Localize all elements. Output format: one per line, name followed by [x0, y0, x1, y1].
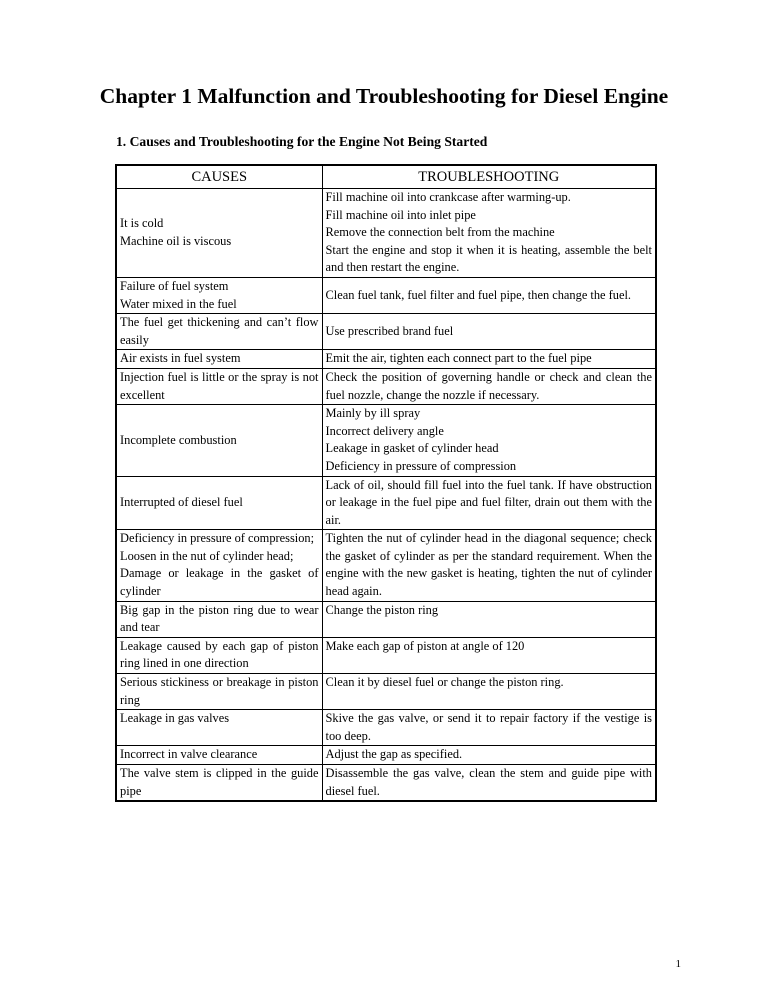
- section-heading: 1. Causes and Troubleshooting for the Engine Not Being Started: [116, 134, 488, 149]
- table-row: [116, 405, 656, 476]
- cause-line: Leakage in gas valves: [120, 711, 230, 726]
- table-row: [116, 277, 656, 313]
- table-row: [116, 710, 656, 746]
- table-row: [116, 189, 656, 278]
- table-row: [116, 674, 656, 710]
- cause-cell: [116, 189, 322, 278]
- cause-line: Serious stickiness or breakage in piston ring: [120, 675, 319, 707]
- cause-line: Air exists in fuel system: [120, 351, 241, 366]
- troubleshooting-line: Leakage in gasket of cylinder head: [325, 441, 499, 456]
- troubleshooting-line: Skive the gas valve, or send it to repair factory if the vestige is too deep.: [325, 711, 652, 743]
- troubleshooting-cell: [322, 765, 656, 802]
- table-row: [116, 601, 656, 637]
- table-row: [116, 476, 656, 530]
- cause-cell: [116, 710, 322, 746]
- cause-cell: [116, 405, 322, 476]
- troubleshooting-line: Incorrect delivery angle: [325, 423, 444, 438]
- cause-line: Damage or leakage in the gasket of cylinder: [120, 566, 319, 599]
- troubleshooting-line: Disassemble the gas valve, clean the stem and guide pipe with diesel fuel.: [325, 766, 652, 798]
- troubleshooting-line: Use prescribed brand fuel: [325, 323, 454, 338]
- cause-cell: [116, 314, 322, 350]
- cause-line: Injection fuel is little or the spray is not excellent: [120, 369, 319, 402]
- cause-cell: [116, 530, 322, 601]
- cause-line: Incorrect in valve clearance: [120, 747, 258, 762]
- troubleshooting-cell: [322, 277, 656, 313]
- troubleshooting-line: Fill machine oil into crankcase after warming-up.: [325, 190, 571, 204]
- cause-cell: [116, 746, 322, 765]
- troubleshooting-line: Make each gap of piston at angle of 120: [325, 638, 525, 653]
- page-title: Chapter 1 Malfunction and Troubleshooting for Diesel Engine: [99, 84, 669, 108]
- cause-line: The valve stem is clipped in the guide pipe: [120, 766, 319, 798]
- troubleshooting-line: Check the position of governing handle or check and clean the fuel nozzle, change the nozzle if necessary.: [325, 369, 652, 402]
- troubleshooting-header: TROUBLESHOOTING: [322, 165, 656, 189]
- troubleshooting-cell: [322, 530, 656, 601]
- troubleshooting-line: Lack of oil, should fill fuel into the fuel tank. If have obstruction or leakage in the fuel pipe and fuel filter, drain out them with the air.: [325, 477, 652, 527]
- cause-cell: [116, 765, 322, 802]
- table-row: [116, 530, 656, 601]
- table-row: [116, 314, 656, 350]
- cause-line: Incomplete combustion: [120, 432, 237, 447]
- troubleshooting-cell: [322, 368, 656, 404]
- troubleshooting-line: Deficiency in pressure of compression: [325, 458, 517, 473]
- table-row: [116, 368, 656, 404]
- troubleshooting-line: Start the engine and stop it when it is heating, assemble the belt and then restart the engine.: [325, 242, 652, 275]
- troubleshooting-cell: [322, 350, 656, 369]
- cause-cell: [116, 674, 322, 710]
- troubleshooting-cell: [322, 746, 656, 765]
- page-number: 1: [675, 958, 681, 970]
- troubleshooting-line: Clean fuel tank, fuel filter and fuel pipe, then change the fuel.: [325, 287, 632, 302]
- cause-line: Failure of fuel system: [120, 278, 229, 293]
- cause-line: Interrupted of diesel fuel: [120, 495, 243, 510]
- troubleshooting-cell: [322, 189, 656, 278]
- cause-line: The fuel get thickening and can’t flow easily: [120, 315, 319, 347]
- troubleshooting-line: Clean it by diesel fuel or change the piston ring.: [325, 675, 564, 690]
- troubleshooting-line: Remove the connection belt from the machine: [325, 225, 555, 240]
- troubleshooting-line: Change the piston ring: [325, 602, 439, 617]
- cause-line: Leakage caused by each gap of piston ring lined in one direction: [120, 638, 319, 671]
- troubleshooting-table: [115, 164, 657, 802]
- table-row: [116, 765, 656, 802]
- cause-cell: [116, 350, 322, 369]
- table-row: [116, 637, 656, 673]
- troubleshooting-cell: [322, 710, 656, 746]
- cause-line: Deficiency in pressure of compression;: [120, 531, 315, 546]
- troubleshooting-line: Adjust the gap as specified.: [325, 747, 463, 762]
- troubleshooting-line: Fill machine oil into inlet pipe: [325, 207, 476, 222]
- table-row: [116, 350, 656, 369]
- cause-cell: [116, 368, 322, 404]
- table-header-row: [116, 165, 656, 189]
- troubleshooting-line: Emit the air, tighten each connect part to the fuel pipe: [325, 351, 592, 366]
- table-body: [116, 189, 656, 802]
- cause-line: Loosen in the nut of cylinder head;: [120, 548, 294, 563]
- cause-cell: [116, 476, 322, 530]
- troubleshooting-cell: [322, 601, 656, 637]
- troubleshooting-cell: [322, 674, 656, 710]
- troubleshooting-line: Mainly by ill spray: [325, 406, 421, 421]
- cause-line: Big gap in the piston ring due to wear and tear: [120, 602, 319, 635]
- cause-line: It is cold: [120, 216, 164, 231]
- cause-line: Water mixed in the fuel: [120, 296, 237, 311]
- cause-cell: [116, 601, 322, 637]
- cause-cell: [116, 277, 322, 313]
- table-row: [116, 746, 656, 765]
- cause-line: Machine oil is viscous: [120, 233, 232, 248]
- causes-header: CAUSES: [116, 165, 322, 189]
- troubleshooting-cell: [322, 476, 656, 530]
- troubleshooting-cell: [322, 637, 656, 673]
- cause-cell: [116, 637, 322, 673]
- troubleshooting-line: Tighten the nut of cylinder head in the diagonal sequence; check the gasket of cylinder as per the standard requirement. When the engine with the new gasket is heating, tighten the nut of cylinder head again.: [325, 531, 652, 599]
- troubleshooting-cell: [322, 405, 656, 476]
- troubleshooting-cell: [322, 314, 656, 350]
